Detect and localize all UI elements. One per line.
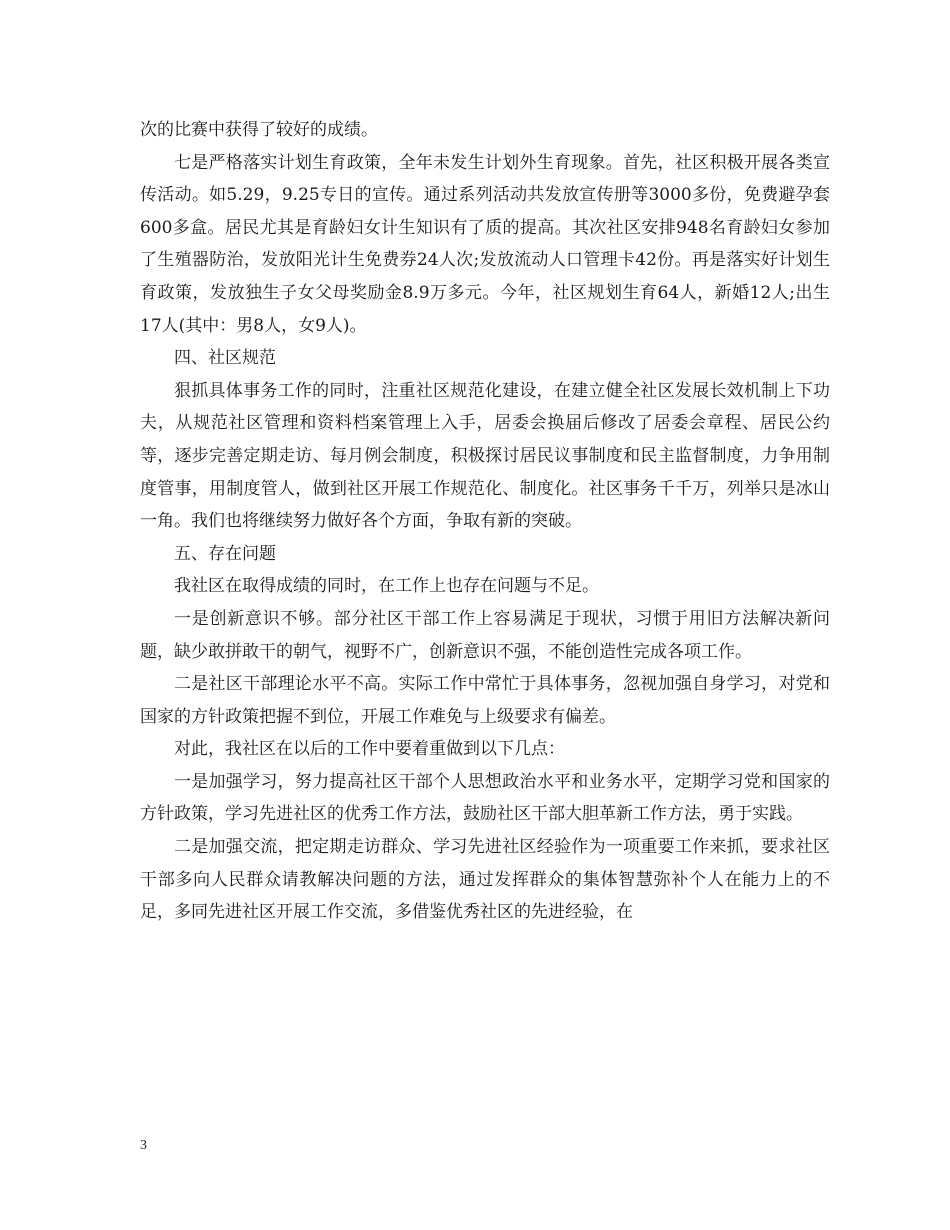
paragraph-problem-innovation: 一是创新意识不够。部分社区干部工作上容易满足于现状，习惯于用旧方法解决新问题，缺少敢拼敢干的朝气，视野不广，创新意识不强，不能创造性完成各项工作。	[140, 608, 830, 662]
paragraph-measure-study: 一是加强学习，努力提高社区干部个人思想政治水平和业务水平，定期学习党和国家的方针政策，学习先进社区的优秀工作方法，鼓励社区干部大胆革新工作方法，勇于实践。	[140, 771, 830, 825]
paragraph-measures-intro: 对此，我社区在以后的工作中要着重做到以下几点：	[174, 739, 565, 760]
paragraph-standardization: 狠抓具体事务工作的同时，注重社区规范化建设，在建立健全社区发展长效机制上下功夫，从规范社区管理和资料档案管理上入手，居委会换届后修改了居委会章程、居民公约等，逐步完善定期走访、每月例会制度，积极探讨居民议事制度和民主监督制度，力争用制度管事，用制度管人，做到社区开展工作规范化、制度化。社区事务千千万，列举只是冰山一角。我们也将继续努力做好各个方面，争取有新的突破。	[140, 380, 830, 532]
paragraph-continuation: 次的比赛中获得了较好的成绩。	[140, 120, 378, 140]
paragraph-family-planning: 七是严格落实计划生育政策，全年未发生计划外生育现象。首先，社区积极开展各类宣传活动。如5.29，9.25专日的宣传。通过系列活动共发放宣传册等3000多份，免费避孕套600多盒。居民尤其是育龄妇女计生知识有了质的提高。其次社区安排948名育龄妇女参加了生殖器防治，发放阳光计生免费券24人次;发放流动人口管理卡42份。再是落实好计划生育政策，发放独生子女父母奖励金8.9万多元。今年，社区规划生育64人，新婚12人;出生17人(其中：男8人，女9人)。	[140, 152, 830, 336]
paragraph-problems-intro: 我社区在取得成绩的同时，在工作上也存在问题与不足。	[174, 576, 599, 597]
document-body	[140, 114, 830, 929]
paragraph-measure-exchange: 二是加强交流，把定期走访群众、学习先进社区经验作为一项重要工作来抓，要求社区干部多向人民群众请教解决问题的方法，通过发挥群众的集体智慧弥补个人在能力上的不足，多同先进社区开展工作交流，多借鉴优秀社区的先进经验，在	[140, 837, 830, 923]
page-number: 3	[140, 1138, 147, 1153]
section-heading-existing-problems: 五、存在问题	[174, 543, 276, 564]
paragraph-problem-theory: 二是社区干部理论水平不高。实际工作中常忙于具体事务，忽视加强自身学习，对党和国家的方针政策把握不到位，开展工作难免与上级要求有偏差。	[140, 674, 830, 727]
section-heading-community-standards: 四、社区规范	[174, 348, 276, 369]
